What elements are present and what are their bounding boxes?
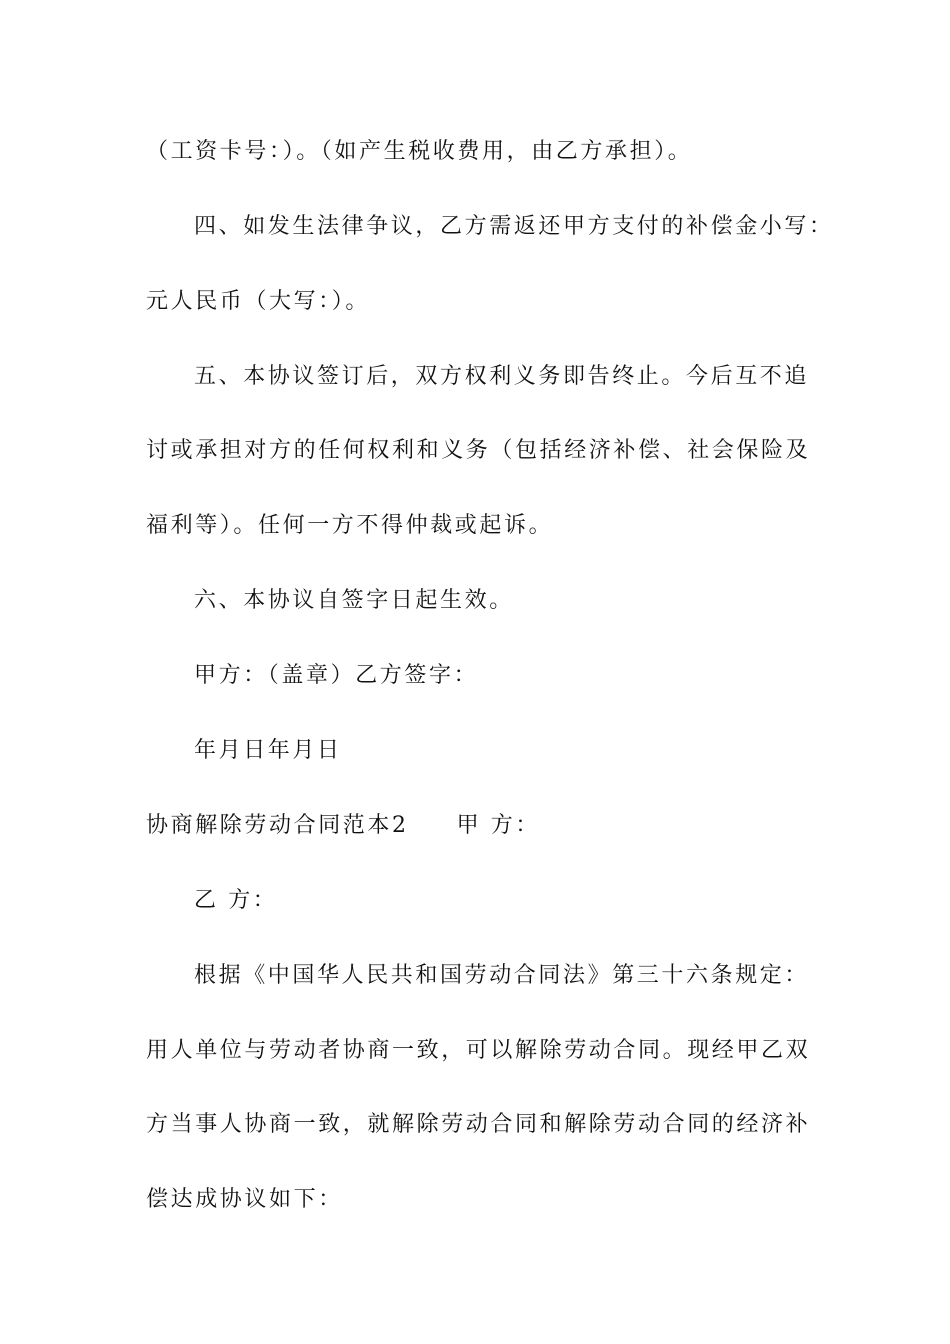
party-b-label: 乙 方：	[194, 888, 278, 913]
clause-6: 六、本协议自签字日起生效。	[194, 588, 514, 613]
text-line: 讨或承担对方的任何权利和义务（包括经济补偿、社会保险及	[146, 438, 811, 463]
paragraph-line: 根据《中国华人民共和国劳动合同法》第三十六条规定：	[194, 963, 810, 988]
signature-line: 甲方：（盖章）乙方签字：	[194, 663, 479, 688]
clause-5: 五、本协议签订后，双方权利义务即告终止。今后互不追	[194, 364, 810, 389]
date-line: 年月日年月日	[194, 738, 342, 763]
section-heading	[146, 811, 826, 841]
text-line: 福利等）。任何一方不得仲裁或起诉。	[146, 513, 554, 538]
text-line: （工资卡号：）。（如产生税收费用，由乙方承担）。	[146, 139, 693, 164]
party-a-label: 甲 方：	[456, 813, 541, 838]
paragraph-line: 用人单位与劳动者协商一致，可以解除劳动合同。现经甲乙双	[146, 1038, 811, 1063]
paragraph-line: 偿达成协议如下：	[146, 1187, 343, 1212]
section-title: 协商解除劳动合同范本2	[146, 813, 409, 838]
clause-4: 四、如发生法律争议，乙方需返还甲方支付的补偿金小写：	[194, 214, 834, 239]
text-line: 元人民币（大写：）。	[146, 289, 371, 314]
paragraph-line: 方当事人协商一致，就解除劳动合同和解除劳动合同的经济补	[146, 1112, 811, 1137]
